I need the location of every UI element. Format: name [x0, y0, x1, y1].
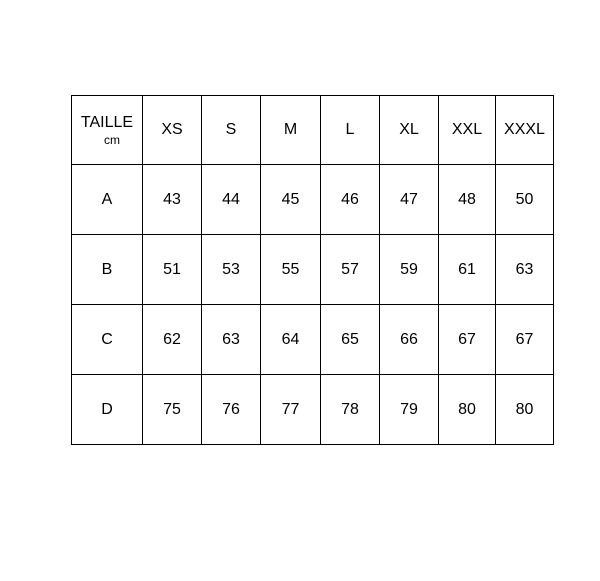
cell-b-xxl: 61: [439, 235, 496, 305]
column-header-l: L: [321, 96, 380, 165]
cell-d-xxxl: 80: [496, 375, 554, 445]
column-header-xxl: XXL: [439, 96, 496, 165]
cell-c-l: 65: [321, 305, 380, 375]
cell-a-xxxl: 50: [496, 165, 554, 235]
column-header-xs: XS: [143, 96, 202, 165]
row-label-b: B: [72, 235, 143, 305]
cell-d-m: 77: [261, 375, 321, 445]
table-header-row: [72, 96, 554, 165]
cell-a-s: 44: [202, 165, 261, 235]
column-header-xxxl: XXXL: [496, 96, 554, 165]
row-label-a: A: [72, 165, 143, 235]
cell-b-xs: 51: [143, 235, 202, 305]
cell-a-xs: 43: [143, 165, 202, 235]
cell-c-xs: 62: [143, 305, 202, 375]
cell-d-l: 78: [321, 375, 380, 445]
table-row: [72, 375, 554, 445]
cell-d-s: 76: [202, 375, 261, 445]
cell-b-m: 55: [261, 235, 321, 305]
column-header-xl: XL: [380, 96, 439, 165]
row-label-d: D: [72, 375, 143, 445]
cell-c-xxxl: 67: [496, 305, 554, 375]
table-row: [72, 305, 554, 375]
cell-c-s: 63: [202, 305, 261, 375]
column-header-s: S: [202, 96, 261, 165]
size-chart-container: [71, 95, 553, 443]
cell-b-s: 53: [202, 235, 261, 305]
cell-a-xl: 47: [380, 165, 439, 235]
table-row: [72, 165, 554, 235]
cell-d-xl: 79: [380, 375, 439, 445]
corner-header-cell: [72, 96, 143, 165]
cell-d-xxl: 80: [439, 375, 496, 445]
corner-header-unit: cm: [104, 132, 120, 147]
cell-b-xxxl: 63: [496, 235, 554, 305]
cell-c-m: 64: [261, 305, 321, 375]
corner-header-title: TAILLE: [80, 113, 134, 131]
cell-c-xl: 66: [380, 305, 439, 375]
cell-a-m: 45: [261, 165, 321, 235]
cell-d-xs: 75: [143, 375, 202, 445]
size-chart-table: [71, 95, 554, 445]
cell-b-xl: 59: [380, 235, 439, 305]
cell-a-l: 46: [321, 165, 380, 235]
row-label-c: C: [72, 305, 143, 375]
cell-c-xxl: 67: [439, 305, 496, 375]
column-header-m: M: [261, 96, 321, 165]
table-row: [72, 235, 554, 305]
cell-a-xxl: 48: [439, 165, 496, 235]
cell-b-l: 57: [321, 235, 380, 305]
